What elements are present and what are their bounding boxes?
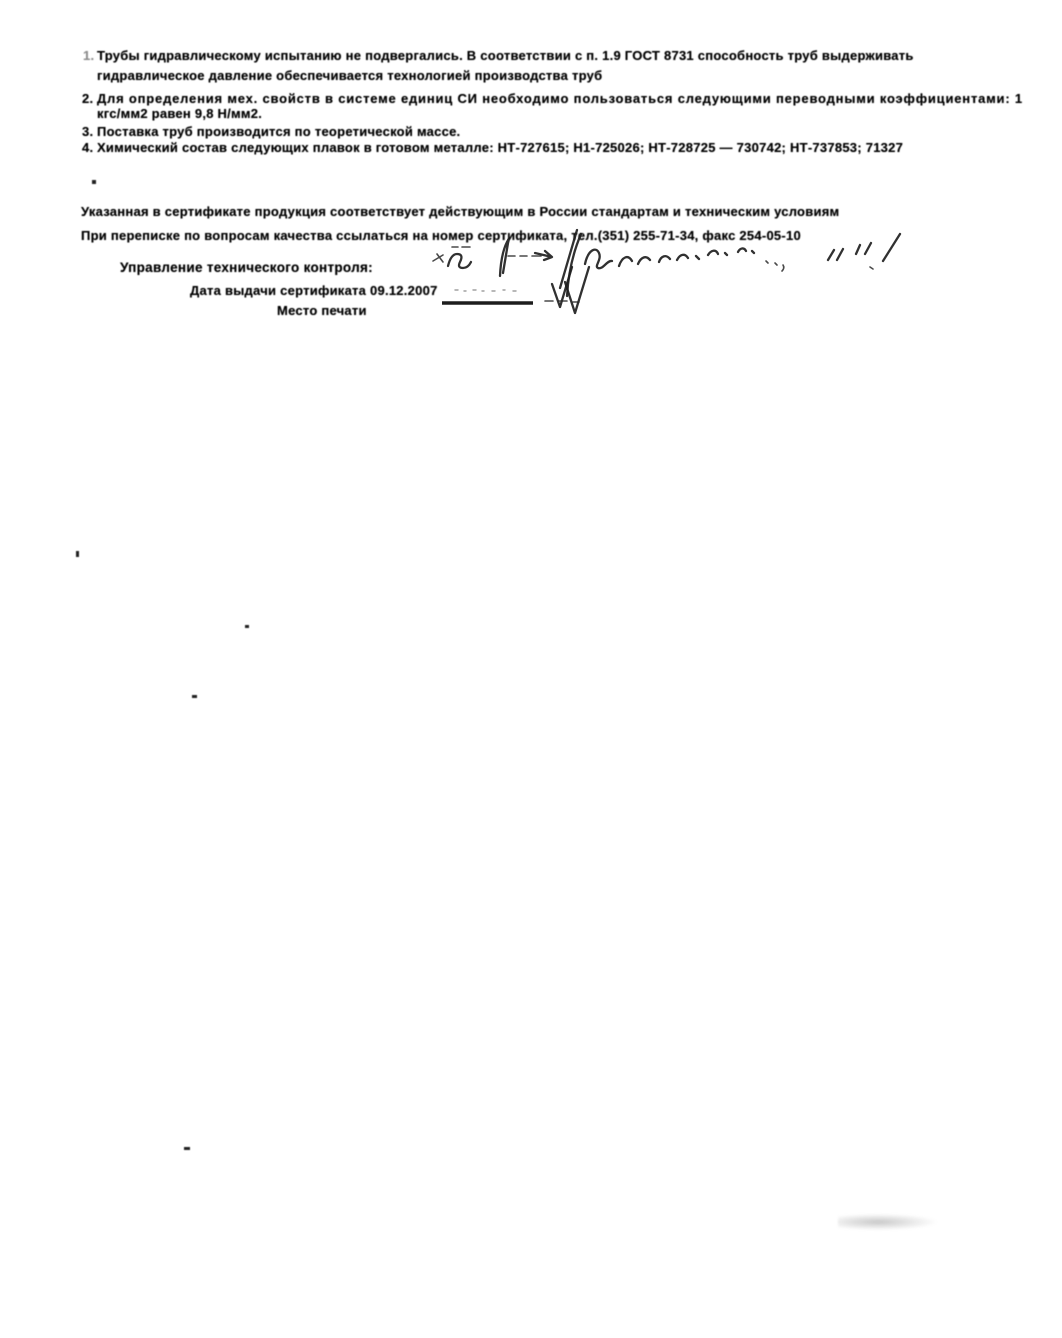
note-line: Поставка труб производится по теоретической массе. xyxy=(97,124,461,139)
note-line: Химический состав следующих плавок в готовом металле: НТ-727615; Н1-725026; НТ-728725 — 730742; НТ-737853; 71327 xyxy=(97,140,904,155)
scan-speck xyxy=(192,695,197,698)
scan-speck xyxy=(184,1147,190,1150)
note-number: 2. xyxy=(82,91,94,106)
issue-date-line: Дата выдачи сертификата 09.12.2007 xyxy=(190,283,438,298)
scan-smudge xyxy=(838,1208,998,1236)
department-label: Управление технического контроля: xyxy=(120,260,373,275)
stamp-place-label: Место печати xyxy=(277,303,367,318)
note-line: гидравлическое давление обеспечивается технологией производства труб xyxy=(97,68,603,83)
note-number: 1. xyxy=(83,48,95,63)
scan-speck xyxy=(92,180,96,184)
note-line: Трубы гидравлическому испытанию не подвергались. В соответствии с п. 1.9 ГОСТ 8731 способность труб выдерживать xyxy=(97,48,914,63)
handwritten-signature xyxy=(400,220,930,332)
note-number: 4. xyxy=(82,140,94,155)
contact-statement: При переписке по вопросам качества ссылаться на номер сертификата, тел.(351) 255-71-34, факс 254-05-10 xyxy=(81,228,801,243)
note-line: Для определения мех. свойств в системе единиц СИ необходимо пользоваться следующими переводными коэффициентами: 1 xyxy=(97,91,1023,106)
note-number: 3. xyxy=(82,124,94,139)
scan-speck xyxy=(245,625,249,628)
scan-speck xyxy=(76,551,79,557)
note-line: кгс/мм2 равен 9,8 Н/мм2. xyxy=(97,106,263,121)
compliance-statement: Указанная в сертификате продукция соответствует действующим в России стандартам и техническим условиям xyxy=(81,204,840,219)
